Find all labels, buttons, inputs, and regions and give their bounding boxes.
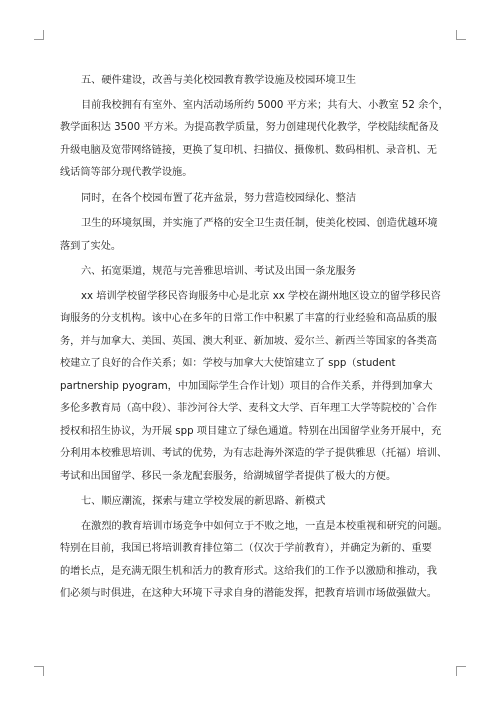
section-heading	[60, 491, 442, 514]
text-line: 线话筒等部分现代教学设施。	[60, 167, 193, 178]
paragraph	[60, 516, 448, 606]
text-line: 务，并与加拿大、美国、英国、澳大利亚、新加坡、爱尔兰、新西兰等国家的各类高	[60, 335, 437, 347]
text-line: 目前我校拥有有室外、室内活动场所约 5000 平方米；共有大、小教室 52 余个，	[81, 99, 449, 111]
paragraph	[60, 213, 442, 258]
text-line: 卫生的环境氛围，并实施了严格的安全卫生责任制，使美化校园、创造优越环境	[81, 218, 438, 229]
crop-mark-bottom-right	[456, 666, 466, 676]
document-body	[60, 70, 449, 609]
paragraph	[60, 188, 442, 211]
text-line: 分利用本校雅思培训、考试的优势，为有志赴海外深造的学子提供雅思（托福）培训、	[60, 448, 448, 459]
text-line: 询服务的分支机构。该中心在多年的日常工作中积累了丰富的行业经验和高品质的服	[60, 313, 437, 324]
crop-mark-top-right	[456, 30, 466, 40]
text-line: 落到了实处。	[60, 240, 122, 252]
section-heading	[60, 70, 442, 93]
paragraph	[60, 95, 449, 185]
text-line: 在激烈的教育培训市场竞争中如何立于不败之地，一直是本校重视和研究的问题。	[81, 520, 448, 532]
crop-mark-top-left	[34, 30, 44, 40]
text-line: 多伦多教育局（高中段）、菲沙河谷大学、麦科文大学、百年理工大学等院校的`合作	[60, 403, 437, 414]
text-line: xx 培训学校留学移民咨询服务中心是北京 xx 学校在湖州地区设立的留学移民咨	[81, 290, 441, 302]
text-line: 考试和出国留学、移民一条龙配套服务，给湖城留学者提供了极大的方便。	[60, 470, 397, 482]
text-line: 授权和招生协议，为开展 spp 项目建立了绿色通道。特别在出国留学业务开展中，充	[60, 425, 442, 437]
text-line: 升级电脑及宽带网络链接，更换了复印机、扫描仪、摄像机、数码相机、录音机、无	[60, 144, 437, 156]
text-line: 们必须与时俱进，在这种大环境下寻求自身的潜能发挥，把教育培训市场做强做大。	[60, 588, 437, 599]
text-line: partnership pyogram，中加国际学生合作计划）项目的合作关系，并得到加拿大	[60, 380, 433, 392]
heading-text: 七、顺应潮流，探索与建立学校发展的新思路、新模式	[81, 496, 326, 507]
paragraph	[60, 286, 448, 489]
heading-text: 五、硬件建设，改善与美化校园教育教学设施及校园环境卫生	[81, 75, 357, 86]
text-line: 教学面积达 3500 平方米。为提高教学质量，努力创建现代化教学，学校陆续配备及	[60, 122, 439, 133]
heading-text: 六、拓宽渠道，规范与完善雅思培训、考试及出国一条龙服务	[81, 266, 357, 277]
text-line: 校建立了良好的合作关系；如：学校与加拿大大使馆建立了 spp（student	[60, 358, 396, 369]
section-heading	[60, 261, 442, 284]
text-line: 特别在目前，我国已将培训教育排位第二（仅次于学前教育），并确定为新的、重要	[60, 543, 432, 554]
crop-mark-bottom-left	[34, 666, 44, 676]
text-line: 同时，在各个校园布置了花卉盆景，努力营造校园绿化、整洁	[81, 192, 357, 204]
text-line: 的增长点，是充满无限生机和活力的教育形式。这给我们的工作予以激励和推动，我	[60, 565, 437, 577]
